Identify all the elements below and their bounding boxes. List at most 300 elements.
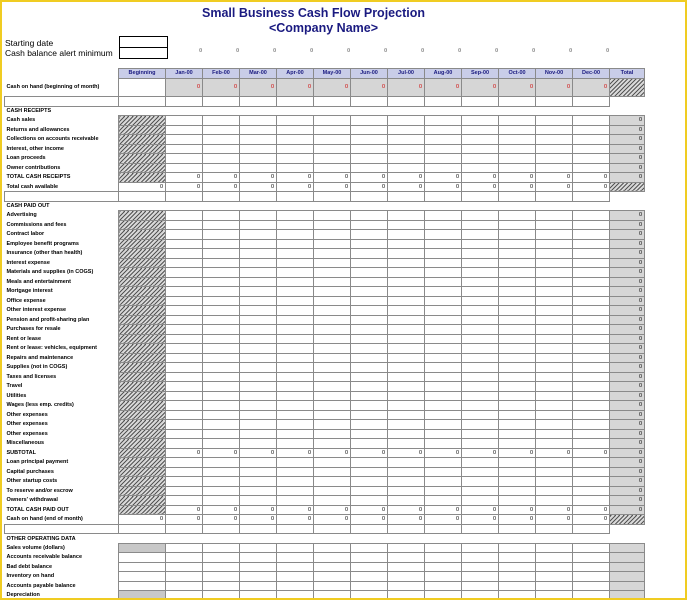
month-input[interactable]	[203, 496, 240, 506]
month-input[interactable]	[166, 477, 203, 487]
month-input[interactable]	[536, 220, 573, 230]
month-input[interactable]	[388, 116, 425, 126]
month-input[interactable]	[499, 135, 536, 145]
month-input[interactable]	[425, 230, 462, 240]
month-input[interactable]	[166, 458, 203, 468]
month-input[interactable]	[573, 325, 610, 335]
month-input[interactable]	[351, 486, 388, 496]
month-input[interactable]	[425, 220, 462, 230]
month-input[interactable]	[499, 220, 536, 230]
month-input[interactable]	[499, 277, 536, 287]
month-input[interactable]	[314, 382, 351, 392]
month-input[interactable]	[240, 344, 277, 354]
month-input[interactable]	[462, 154, 499, 164]
month-input[interactable]	[425, 239, 462, 249]
month-input[interactable]	[425, 287, 462, 297]
month-input[interactable]	[425, 363, 462, 373]
month-input[interactable]	[240, 116, 277, 126]
month-input[interactable]	[536, 372, 573, 382]
month-input[interactable]	[240, 306, 277, 316]
month-input[interactable]	[462, 458, 499, 468]
month-input[interactable]	[166, 353, 203, 363]
month-input[interactable]	[314, 391, 351, 401]
month-input[interactable]	[425, 277, 462, 287]
month-input[interactable]	[388, 382, 425, 392]
month-input[interactable]	[573, 334, 610, 344]
month-input[interactable]	[499, 401, 536, 411]
month-input[interactable]	[240, 258, 277, 268]
month-input[interactable]	[499, 334, 536, 344]
month-input[interactable]	[351, 429, 388, 439]
month-input[interactable]	[203, 591, 240, 600]
month-input[interactable]	[425, 306, 462, 316]
beginning-cell[interactable]	[119, 581, 166, 591]
month-input[interactable]	[166, 401, 203, 411]
month-input[interactable]	[314, 401, 351, 411]
month-input[interactable]	[314, 125, 351, 135]
month-input[interactable]	[425, 467, 462, 477]
month-input[interactable]	[203, 249, 240, 259]
month-input[interactable]	[388, 553, 425, 563]
month-input[interactable]	[425, 477, 462, 487]
month-input[interactable]	[166, 230, 203, 240]
month-input[interactable]	[203, 363, 240, 373]
month-input[interactable]	[573, 363, 610, 373]
month-input[interactable]	[462, 562, 499, 572]
month-input[interactable]	[388, 391, 425, 401]
month-input[interactable]	[351, 581, 388, 591]
month-input[interactable]	[462, 239, 499, 249]
month-input[interactable]	[462, 591, 499, 600]
month-input[interactable]	[425, 268, 462, 278]
month-input[interactable]	[536, 344, 573, 354]
month-input[interactable]	[314, 553, 351, 563]
month-input[interactable]	[351, 268, 388, 278]
month-input[interactable]	[499, 315, 536, 325]
month-input[interactable]	[351, 458, 388, 468]
month-input[interactable]	[425, 591, 462, 600]
month-input[interactable]	[314, 116, 351, 126]
month-input[interactable]	[536, 154, 573, 164]
month-input[interactable]	[462, 401, 499, 411]
month-input[interactable]	[573, 344, 610, 354]
month-input[interactable]	[462, 486, 499, 496]
month-input[interactable]	[240, 382, 277, 392]
month-input[interactable]	[240, 277, 277, 287]
month-input[interactable]	[573, 477, 610, 487]
month-input[interactable]	[351, 287, 388, 297]
month-input[interactable]	[462, 353, 499, 363]
month-input[interactable]	[425, 486, 462, 496]
month-input[interactable]	[314, 144, 351, 154]
month-input[interactable]	[240, 543, 277, 553]
month-input[interactable]	[203, 334, 240, 344]
month-input[interactable]	[203, 154, 240, 164]
beginning-cell[interactable]	[119, 591, 166, 600]
month-input[interactable]	[351, 553, 388, 563]
month-input[interactable]	[425, 296, 462, 306]
month-input[interactable]	[277, 211, 314, 221]
month-input[interactable]	[499, 410, 536, 420]
month-input[interactable]	[536, 135, 573, 145]
month-input[interactable]	[203, 239, 240, 249]
month-input[interactable]	[240, 249, 277, 259]
month-input[interactable]	[277, 325, 314, 335]
month-input[interactable]	[573, 163, 610, 173]
month-input[interactable]	[388, 325, 425, 335]
month-input[interactable]	[425, 125, 462, 135]
month-input[interactable]	[573, 486, 610, 496]
month-input[interactable]	[277, 591, 314, 600]
month-input[interactable]	[240, 125, 277, 135]
month-input[interactable]	[462, 477, 499, 487]
month-input[interactable]	[388, 306, 425, 316]
month-input[interactable]	[240, 458, 277, 468]
month-input[interactable]	[166, 467, 203, 477]
month-input[interactable]	[425, 581, 462, 591]
month-input[interactable]	[351, 562, 388, 572]
month-input[interactable]	[351, 363, 388, 373]
month-input[interactable]	[166, 325, 203, 335]
month-input[interactable]	[536, 211, 573, 221]
month-input[interactable]	[203, 543, 240, 553]
month-input[interactable]	[277, 315, 314, 325]
month-input[interactable]	[462, 496, 499, 506]
month-input[interactable]	[462, 363, 499, 373]
month-input[interactable]	[425, 553, 462, 563]
month-input[interactable]	[388, 372, 425, 382]
month-input[interactable]	[166, 211, 203, 221]
month-input[interactable]	[573, 268, 610, 278]
month-input[interactable]	[203, 211, 240, 221]
month-input[interactable]	[166, 581, 203, 591]
month-input[interactable]	[499, 154, 536, 164]
month-input[interactable]	[499, 125, 536, 135]
month-input[interactable]	[388, 591, 425, 600]
month-input[interactable]	[388, 458, 425, 468]
month-input[interactable]	[314, 315, 351, 325]
month-input[interactable]	[536, 296, 573, 306]
month-input[interactable]	[573, 135, 610, 145]
month-input[interactable]	[351, 239, 388, 249]
month-input[interactable]	[536, 572, 573, 582]
month-input[interactable]	[425, 344, 462, 354]
month-input[interactable]	[277, 382, 314, 392]
month-input[interactable]	[314, 239, 351, 249]
month-input[interactable]	[351, 306, 388, 316]
month-input[interactable]	[499, 591, 536, 600]
month-input[interactable]	[388, 363, 425, 373]
month-input[interactable]	[351, 591, 388, 600]
month-input[interactable]	[203, 372, 240, 382]
month-input[interactable]	[277, 353, 314, 363]
month-input[interactable]	[166, 496, 203, 506]
month-input[interactable]	[462, 382, 499, 392]
month-input[interactable]	[351, 420, 388, 430]
month-input[interactable]	[314, 296, 351, 306]
month-input[interactable]	[351, 467, 388, 477]
month-input[interactable]	[499, 429, 536, 439]
month-input[interactable]	[166, 486, 203, 496]
month-input[interactable]	[203, 420, 240, 430]
month-input[interactable]	[166, 382, 203, 392]
month-input[interactable]	[240, 239, 277, 249]
month-input[interactable]	[573, 277, 610, 287]
month-input[interactable]	[536, 249, 573, 259]
month-input[interactable]	[240, 553, 277, 563]
month-input[interactable]	[388, 496, 425, 506]
month-input[interactable]	[351, 163, 388, 173]
month-input[interactable]	[166, 239, 203, 249]
month-input[interactable]	[277, 562, 314, 572]
month-input[interactable]	[388, 572, 425, 582]
month-input[interactable]	[203, 116, 240, 126]
month-input[interactable]	[536, 116, 573, 126]
month-input[interactable]	[203, 581, 240, 591]
month-input[interactable]	[462, 581, 499, 591]
month-input[interactable]	[314, 572, 351, 582]
month-input[interactable]	[277, 439, 314, 449]
month-input[interactable]	[573, 591, 610, 600]
month-input[interactable]	[573, 562, 610, 572]
month-input[interactable]	[388, 315, 425, 325]
month-input[interactable]	[536, 258, 573, 268]
month-input[interactable]	[166, 220, 203, 230]
month-input[interactable]	[314, 306, 351, 316]
month-input[interactable]	[388, 543, 425, 553]
month-input[interactable]	[573, 420, 610, 430]
month-input[interactable]	[166, 277, 203, 287]
month-input[interactable]	[573, 353, 610, 363]
month-input[interactable]	[166, 391, 203, 401]
month-input[interactable]	[536, 591, 573, 600]
month-input[interactable]	[425, 211, 462, 221]
month-input[interactable]	[536, 325, 573, 335]
month-input[interactable]	[314, 353, 351, 363]
month-input[interactable]	[499, 258, 536, 268]
month-input[interactable]	[351, 410, 388, 420]
month-input[interactable]	[166, 372, 203, 382]
month-input[interactable]	[203, 410, 240, 420]
month-input[interactable]	[203, 477, 240, 487]
month-input[interactable]	[573, 467, 610, 477]
month-input[interactable]	[166, 296, 203, 306]
month-input[interactable]	[314, 249, 351, 259]
month-input[interactable]	[573, 296, 610, 306]
month-input[interactable]	[499, 230, 536, 240]
month-input[interactable]	[536, 410, 573, 420]
month-input[interactable]	[462, 334, 499, 344]
month-input[interactable]	[536, 401, 573, 411]
month-input[interactable]	[240, 477, 277, 487]
month-input[interactable]	[240, 163, 277, 173]
month-input[interactable]	[314, 154, 351, 164]
month-input[interactable]	[573, 391, 610, 401]
month-input[interactable]	[462, 306, 499, 316]
month-input[interactable]	[536, 277, 573, 287]
month-input[interactable]	[203, 258, 240, 268]
month-input[interactable]	[499, 496, 536, 506]
month-input[interactable]	[314, 268, 351, 278]
month-input[interactable]	[240, 429, 277, 439]
month-input[interactable]	[573, 287, 610, 297]
month-input[interactable]	[425, 410, 462, 420]
month-input[interactable]	[462, 230, 499, 240]
month-input[interactable]	[203, 553, 240, 563]
month-input[interactable]	[203, 144, 240, 154]
month-input[interactable]	[536, 496, 573, 506]
month-input[interactable]	[277, 287, 314, 297]
month-input[interactable]	[573, 144, 610, 154]
month-input[interactable]	[462, 258, 499, 268]
month-input[interactable]	[166, 410, 203, 420]
month-input[interactable]	[351, 220, 388, 230]
month-input[interactable]	[240, 211, 277, 221]
month-input[interactable]	[203, 562, 240, 572]
month-input[interactable]	[388, 249, 425, 259]
month-input[interactable]	[388, 429, 425, 439]
month-input[interactable]	[573, 496, 610, 506]
month-input[interactable]	[388, 334, 425, 344]
beginning-cell[interactable]	[119, 562, 166, 572]
month-input[interactable]	[425, 458, 462, 468]
month-input[interactable]	[277, 135, 314, 145]
month-input[interactable]	[314, 325, 351, 335]
month-input[interactable]	[240, 581, 277, 591]
month-input[interactable]	[351, 296, 388, 306]
month-input[interactable]	[425, 496, 462, 506]
month-input[interactable]	[536, 477, 573, 487]
month-input[interactable]	[388, 581, 425, 591]
month-input[interactable]	[536, 543, 573, 553]
month-input[interactable]	[351, 477, 388, 487]
month-input[interactable]	[462, 211, 499, 221]
month-input[interactable]	[166, 144, 203, 154]
month-input[interactable]	[314, 439, 351, 449]
month-input[interactable]	[388, 258, 425, 268]
month-input[interactable]	[388, 287, 425, 297]
month-input[interactable]	[425, 572, 462, 582]
month-input[interactable]	[203, 287, 240, 297]
month-input[interactable]	[536, 125, 573, 135]
month-input[interactable]	[203, 467, 240, 477]
month-input[interactable]	[388, 277, 425, 287]
month-input[interactable]	[277, 125, 314, 135]
month-input[interactable]	[573, 125, 610, 135]
month-input[interactable]	[388, 486, 425, 496]
month-input[interactable]	[277, 344, 314, 354]
month-input[interactable]	[166, 116, 203, 126]
month-input[interactable]	[573, 382, 610, 392]
month-input[interactable]	[499, 296, 536, 306]
month-input[interactable]	[536, 306, 573, 316]
month-input[interactable]	[351, 230, 388, 240]
month-input[interactable]	[277, 372, 314, 382]
month-input[interactable]	[166, 306, 203, 316]
month-input[interactable]	[240, 410, 277, 420]
month-input[interactable]	[573, 249, 610, 259]
month-input[interactable]	[425, 382, 462, 392]
month-input[interactable]	[462, 116, 499, 126]
month-input[interactable]	[499, 211, 536, 221]
month-input[interactable]	[277, 249, 314, 259]
month-input[interactable]	[536, 467, 573, 477]
month-input[interactable]	[314, 581, 351, 591]
month-input[interactable]	[499, 344, 536, 354]
month-input[interactable]	[240, 401, 277, 411]
month-input[interactable]	[462, 543, 499, 553]
month-input[interactable]	[314, 429, 351, 439]
month-input[interactable]	[462, 325, 499, 335]
month-input[interactable]	[499, 372, 536, 382]
month-input[interactable]	[351, 572, 388, 582]
month-input[interactable]	[314, 258, 351, 268]
month-input[interactable]	[203, 353, 240, 363]
month-input[interactable]	[462, 296, 499, 306]
month-input[interactable]	[277, 391, 314, 401]
month-input[interactable]	[277, 401, 314, 411]
beginning-cell[interactable]	[119, 553, 166, 563]
month-input[interactable]	[240, 230, 277, 240]
month-input[interactable]	[203, 401, 240, 411]
month-input[interactable]	[166, 334, 203, 344]
month-input[interactable]	[240, 439, 277, 449]
month-input[interactable]	[314, 163, 351, 173]
month-input[interactable]	[388, 353, 425, 363]
month-input[interactable]	[277, 296, 314, 306]
month-input[interactable]	[573, 372, 610, 382]
month-input[interactable]	[166, 163, 203, 173]
month-input[interactable]	[536, 334, 573, 344]
month-input[interactable]	[573, 553, 610, 563]
month-input[interactable]	[573, 439, 610, 449]
month-input[interactable]	[351, 353, 388, 363]
month-input[interactable]	[425, 391, 462, 401]
month-input[interactable]	[166, 591, 203, 600]
month-input[interactable]	[203, 163, 240, 173]
month-input[interactable]	[499, 325, 536, 335]
month-input[interactable]	[277, 496, 314, 506]
month-input[interactable]	[425, 401, 462, 411]
month-input[interactable]	[499, 163, 536, 173]
month-input[interactable]	[425, 562, 462, 572]
month-input[interactable]	[203, 391, 240, 401]
month-input[interactable]	[240, 268, 277, 278]
month-input[interactable]	[203, 382, 240, 392]
month-input[interactable]	[203, 220, 240, 230]
month-input[interactable]	[462, 344, 499, 354]
month-input[interactable]	[314, 334, 351, 344]
month-input[interactable]	[536, 382, 573, 392]
month-input[interactable]	[166, 363, 203, 373]
month-input[interactable]	[277, 429, 314, 439]
month-input[interactable]	[462, 249, 499, 259]
month-input[interactable]	[536, 429, 573, 439]
month-input[interactable]	[351, 496, 388, 506]
month-input[interactable]	[314, 344, 351, 354]
month-input[interactable]	[351, 116, 388, 126]
month-input[interactable]	[499, 562, 536, 572]
month-input[interactable]	[462, 315, 499, 325]
month-input[interactable]	[425, 372, 462, 382]
month-input[interactable]	[166, 553, 203, 563]
month-input[interactable]	[425, 258, 462, 268]
month-input[interactable]	[351, 258, 388, 268]
month-input[interactable]	[277, 543, 314, 553]
month-input[interactable]	[314, 372, 351, 382]
month-input[interactable]	[277, 258, 314, 268]
month-input[interactable]	[166, 287, 203, 297]
